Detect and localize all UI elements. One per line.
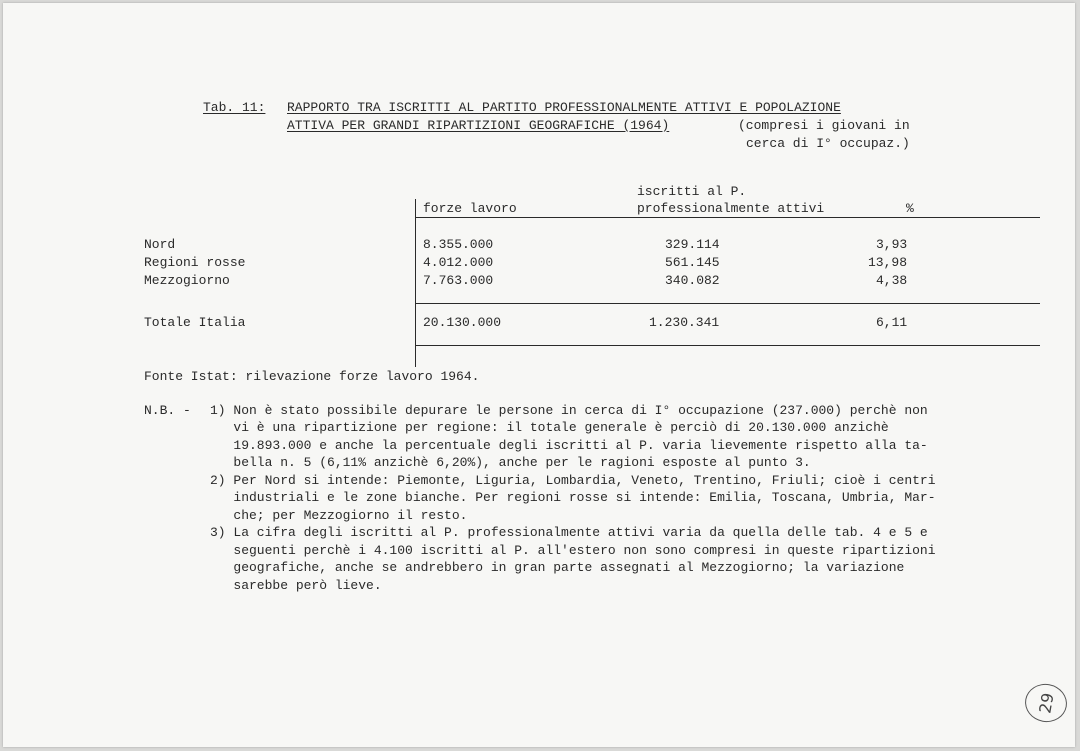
document-page <box>3 3 1075 747</box>
page-number-stamp: 29 <box>1022 681 1070 726</box>
total-iscritti: 1.230.341 <box>649 315 720 330</box>
total-pct: 6,11 <box>876 315 908 330</box>
row-iscritti: 329.114 <box>665 237 720 252</box>
table-title-line2: ATTIVA PER GRANDI RIPARTIZIONI GEOGRAFICHE (1964) <box>287 118 670 133</box>
source-note: Fonte Istat: rilevazione forze lavoro 1964. <box>144 369 480 384</box>
header-rule <box>415 217 1040 218</box>
row-region: Regioni rosse <box>144 255 246 270</box>
row-pct: 13,98 <box>868 255 908 270</box>
table-title-note: (compresi i giovani in <box>738 118 910 133</box>
column-separator <box>415 199 416 367</box>
row-pct: 4,38 <box>876 273 908 288</box>
row-region: Nord <box>144 237 176 252</box>
col-header-pct: % <box>906 201 914 216</box>
note-line: bella n. 5 (6,11% anzichè 6,20%), anche per le ragioni esposte al punto 3. <box>210 455 811 470</box>
notes-label: N.B. - <box>144 403 191 418</box>
note-line: geografiche, anche se andrebbero in gran parte assegnati al Mezzogiorno; la variazione <box>210 560 905 575</box>
row-forze: 8.355.000 <box>423 237 494 252</box>
row-iscritti: 561.145 <box>665 255 720 270</box>
total-label: Totale Italia <box>144 315 246 330</box>
note-line: 3) La cifra degli iscritti al P. professionalmente attivi varia da quella delle tab. 4 e 5 e <box>210 525 928 540</box>
row-forze: 7.763.000 <box>423 273 494 288</box>
row-pct: 3,93 <box>876 237 908 252</box>
table-number: Tab. 11: <box>203 100 266 115</box>
col-header-forze: forze lavoro <box>423 201 517 216</box>
table-title-line3: cerca di I° occupaz.) <box>746 136 910 151</box>
note-line: 1) Non è stato possibile depurare le persone in cerca di I° occupazione (237.000) perchè non <box>210 403 928 418</box>
note-line: industriali e le zone bianche. Per regioni rosse si intende: Emilia, Toscana, Umbria, Mar- <box>210 490 936 505</box>
total-rule-top <box>415 303 1040 304</box>
table-title-line1: RAPPORTO TRA ISCRITTI AL PARTITO PROFESSIONALMENTE ATTIVI E POPOLAZIONE <box>287 100 841 115</box>
row-region: Mezzogiorno <box>144 273 230 288</box>
row-iscritti: 340.082 <box>665 273 720 288</box>
row-forze: 4.012.000 <box>423 255 494 270</box>
col-header-iscritti-1: iscritti al P. <box>637 184 747 199</box>
note-line: 2) Per Nord si intende: Piemonte, Liguria, Lombardia, Veneto, Trentino, Friuli; cioè i centri <box>210 473 936 488</box>
col-header-iscritti-2: professionalmente attivi <box>637 201 825 216</box>
note-line: che; per Mezzogiorno il resto. <box>210 508 468 523</box>
note-line: sarebbe però lieve. <box>210 578 382 593</box>
note-line: vi è una ripartizione per regione: il totale generale è perciò di 20.130.000 anzichè <box>210 420 889 435</box>
note-line: seguenti perchè i 4.100 iscritti al P. all'estero non sono compresi in queste ripartizioni <box>210 543 936 558</box>
total-forze: 20.130.000 <box>423 315 502 330</box>
total-rule-bottom <box>415 345 1040 346</box>
note-line: 19.893.000 e anche la percentuale degli iscritti al P. varia lievemente rispetto alla ta- <box>210 438 928 453</box>
